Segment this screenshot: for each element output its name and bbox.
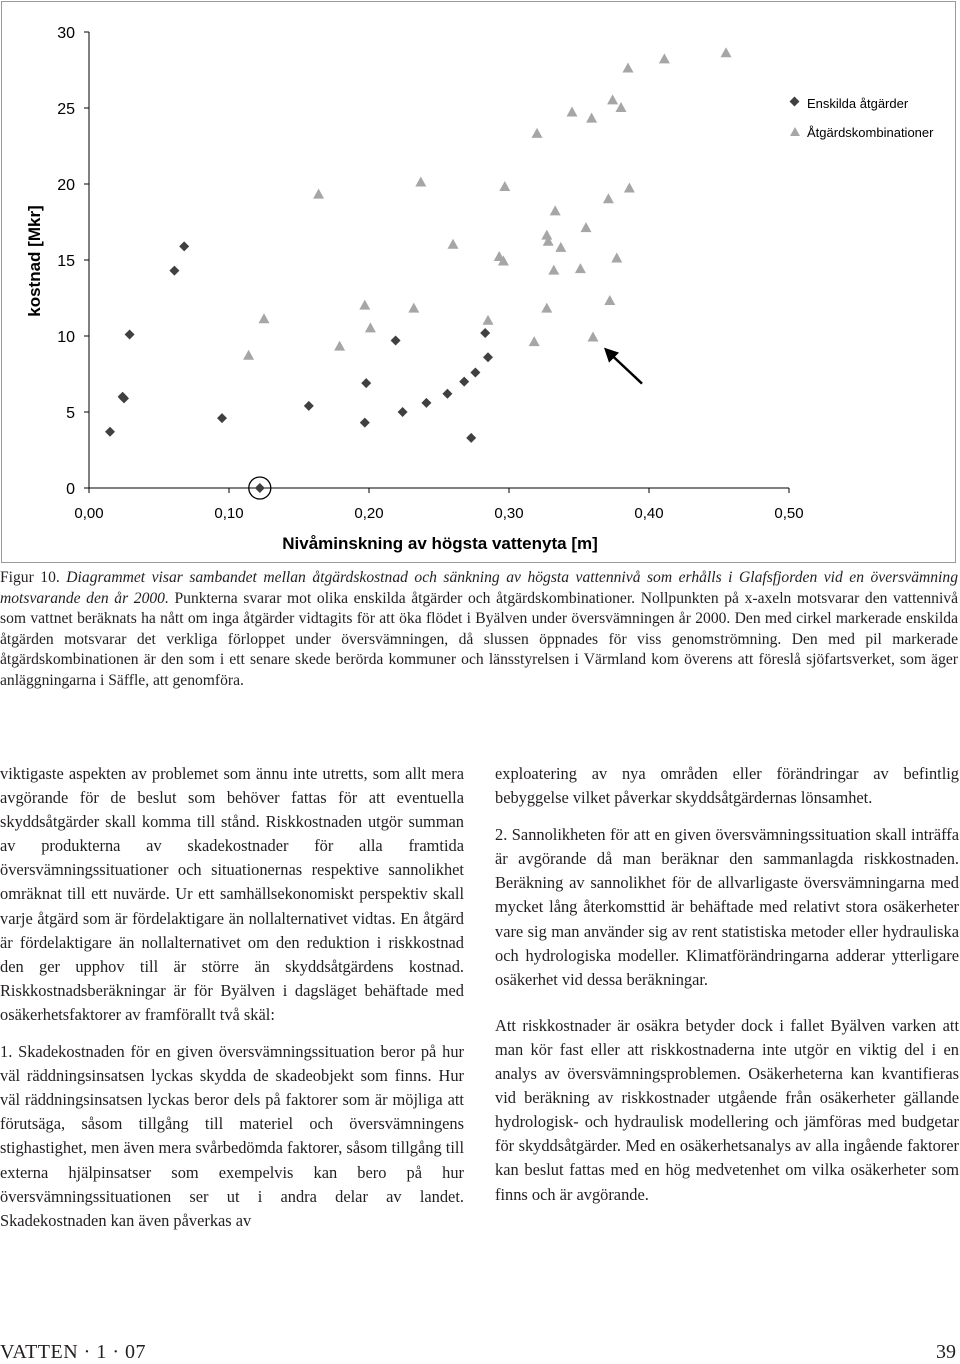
data-point-kombination [550, 205, 561, 215]
caption-italic-text: Diagrammet visar sambandet mellan åtgärdskostnad och sänkning av högsta vattennivå som erhålls i Glafsfjorden vid en översvämning motsvarande den år 2000. [0, 569, 958, 607]
data-point-kombination [721, 47, 732, 57]
data-point-kombination [365, 322, 376, 332]
chart-figure [1, 1, 956, 563]
data-point-enskilda [360, 418, 370, 428]
data-point-enskilda [483, 352, 493, 362]
data-point-enskilda [398, 407, 408, 417]
x-tick-label: 0,10 [214, 505, 244, 522]
list-number: 1. [0, 1042, 13, 1062]
x-axis-label: Nivåminskning av högsta vattenyta [m] [282, 534, 598, 553]
paragraph: viktigaste aspekten av problemet som ännu inte utretts, som allt mera avgörande för de beslut som behöver fattas för att eventuella skyddsåtgärder skall komma till stånd. Riskkostnaden utgör summan av produkterna av skadekostnader för alla framtida översvämningssituationer och situationernas respektive sannolikhet omräknat till ett nuvärde. Ur ett samhällsekonomiskt perspektiv skall varje åtgärd som är fördelaktigare än nollalternativet vidtas. En åtgärd är fördelaktigare än nollalternativet om den reduktion i riskkostnad den ger upphov till är större än skyddsåtgärdens kostnad. Riskkostnadsberäkningar är för Byälven i dagsläget behäftade med osäkerhetsfaktorer av framförallt två skäl: [0, 764, 464, 1024]
data-point-enskilda [466, 433, 476, 443]
data-point-enskilda [125, 329, 135, 339]
data-point-kombination [555, 242, 566, 252]
data-point-enskilda [217, 413, 227, 423]
data-point-kombination [243, 350, 254, 360]
figure-caption [0, 568, 958, 692]
data-point-kombination [408, 303, 419, 313]
caption-text: Punkterna svarar mot olika enskilda åtgärder och åtgärdskombinationer. Nollpunkten på x-axeln motsvarar den vattennivå som vattnet beräknats ha nått om inga åtgärder vidtagits för att öka flödet i Byälven under översvämningen år 2000. Den med cirkel markerade enskilda åtgärden motsvarar det verkliga förloppet under översvämningen, då slussen öppnades för viss genomströmning. Den med pil markerade åtgärdskombinationen är den som i ett senare skede berörda kommuner och länsstyrelsen i Värmland kom överens att föreslå sjöfartsverket, som äger anläggningarna i Säffle, att genomföra. [0, 589, 958, 689]
data-point-kombination [259, 313, 270, 323]
legend-label-kombinationer: Åtgärdskombinationer [807, 125, 934, 140]
x-tick-label: 0,30 [494, 505, 524, 522]
data-point-kombination [313, 189, 324, 199]
x-tick-label: 0,40 [634, 505, 664, 522]
data-point-enskilda [470, 367, 480, 377]
data-point-enskilda [105, 427, 115, 437]
legend-triangle-marker [790, 127, 800, 136]
legend-label-enskilda: Enskilda åtgärder [807, 96, 909, 111]
data-point-enskilda [255, 483, 265, 493]
data-point-kombination [483, 315, 494, 325]
data-point-enskilda [442, 389, 452, 399]
x-tick-label: 0,20 [354, 505, 384, 522]
data-point-kombination [548, 265, 559, 275]
data-point-enskilda [361, 378, 371, 388]
paragraph: Att riskkostnader är osäkra betyder dock i fallet Byälven varken att man kör fast eller att riskkostnaderna inte utgör en viktig del i en analys av översvämningsproblemen. Osäkerheterna kan kvantifieras vid beräkning av riskkostnader utgående från osäkerheter gällande hydrologisk- och hydraulisk modellering och jämföras med budgetar för skyddsåtgärder. Med en osäkerhetsanalys av alla ingående faktorer kan beslut fattas med en hög medvetenhet om vilka osäkerheter som finns och är avgörande. [495, 1015, 959, 1204]
journal-footer: VATTEN · 1 · 07 [0, 1341, 147, 1363]
data-point-kombination [541, 230, 552, 240]
data-point-enskilda [459, 377, 469, 387]
paragraph: exploatering av nya områden eller förändringar av befintlig bebyggelse vilket påverkar skyddsåtgärdernas lönsamhet. [495, 764, 959, 808]
x-tick-label: 0,00 [74, 505, 104, 522]
data-point-kombination [581, 222, 592, 232]
numbered-paragraph [0, 1040, 464, 1233]
numbered-paragraph [495, 823, 959, 992]
page-number: 39 [936, 1341, 956, 1363]
caption-label: Figur 10. [0, 569, 60, 586]
data-point-kombination [624, 183, 635, 193]
legend-diamond-marker [790, 97, 800, 107]
chart-legend [790, 96, 935, 140]
data-point-enskilda [179, 241, 189, 251]
paragraph-text: Sannolikheten för att en given översvämningssituation skall inträffa är avgörande då man beräknar den sammanlagda riskkostnaden. Beräkning av sannolikhet för de allvarligaste översvämningarna med mycket lång återkomsttid är behäftade med relativt stora osäkerheter vare sig man använder sig av rent statistiska metoder eller hydrauliska och hydrologiska modeller. Klimatförändringarna adderar ytterligare osäkerhet vid dessa beräkningar. [495, 825, 959, 989]
data-point-enskilda [304, 401, 314, 411]
data-point-kombination [334, 341, 345, 351]
data-point-kombination [623, 62, 634, 72]
data-point-kombination [604, 295, 615, 305]
data-point-kombination [611, 252, 622, 262]
data-point-kombination [359, 300, 370, 310]
y-tick-label: 10 [57, 329, 75, 346]
y-tick-label: 25 [57, 101, 75, 118]
data-point-kombination [588, 332, 599, 342]
data-point-kombination [567, 107, 578, 117]
data-point-kombination [532, 128, 543, 138]
data-point-kombination [659, 53, 670, 63]
y-tick-label: 15 [57, 253, 75, 270]
y-axis-label: kostnad [Mkr] [25, 205, 44, 317]
y-tick-label: 0 [66, 481, 75, 498]
y-tick-label: 5 [66, 405, 75, 422]
data-point-kombination [415, 176, 426, 186]
x-tick-label: 0,50 [774, 505, 804, 522]
data-point-enskilda [421, 398, 431, 408]
scatter-chart [2, 2, 957, 564]
data-point-enskilda [169, 266, 179, 276]
y-tick-label: 20 [57, 177, 75, 194]
data-point-kombination [607, 94, 618, 104]
data-point-enskilda [391, 336, 401, 346]
y-tick-label: 30 [57, 25, 75, 42]
data-point-kombination [529, 336, 540, 346]
data-point-kombination [499, 181, 510, 191]
paragraph-text: Skadekostnaden för en given översvämningssituation beror på hur väl räddningsinsatsen lyckas skydda de skadeobjekt som finns. Hur väl räddningsinsatsen lyckas beror dels på faktorer som är möjliga att förutsäga, såsom tillgång till materiel och översvämningens stighastighet, men även mera svårbedömda faktorer, såsom tillgång till externa hjälpinsatser som exempelvis kan bero på hur översvämningssituationen ser ut i andra delar av landet. Skadekostnaden kan även påverkas av [0, 1042, 464, 1230]
data-point-kombination [603, 193, 614, 203]
data-point-kombination [575, 263, 586, 273]
data-point-kombination [586, 113, 597, 123]
right-column [495, 762, 959, 1207]
data-point-kombination [541, 303, 552, 313]
list-number: 2. [495, 825, 508, 845]
data-point-enskilda [480, 328, 490, 338]
left-column [0, 762, 464, 1233]
data-point-kombination [448, 239, 459, 249]
